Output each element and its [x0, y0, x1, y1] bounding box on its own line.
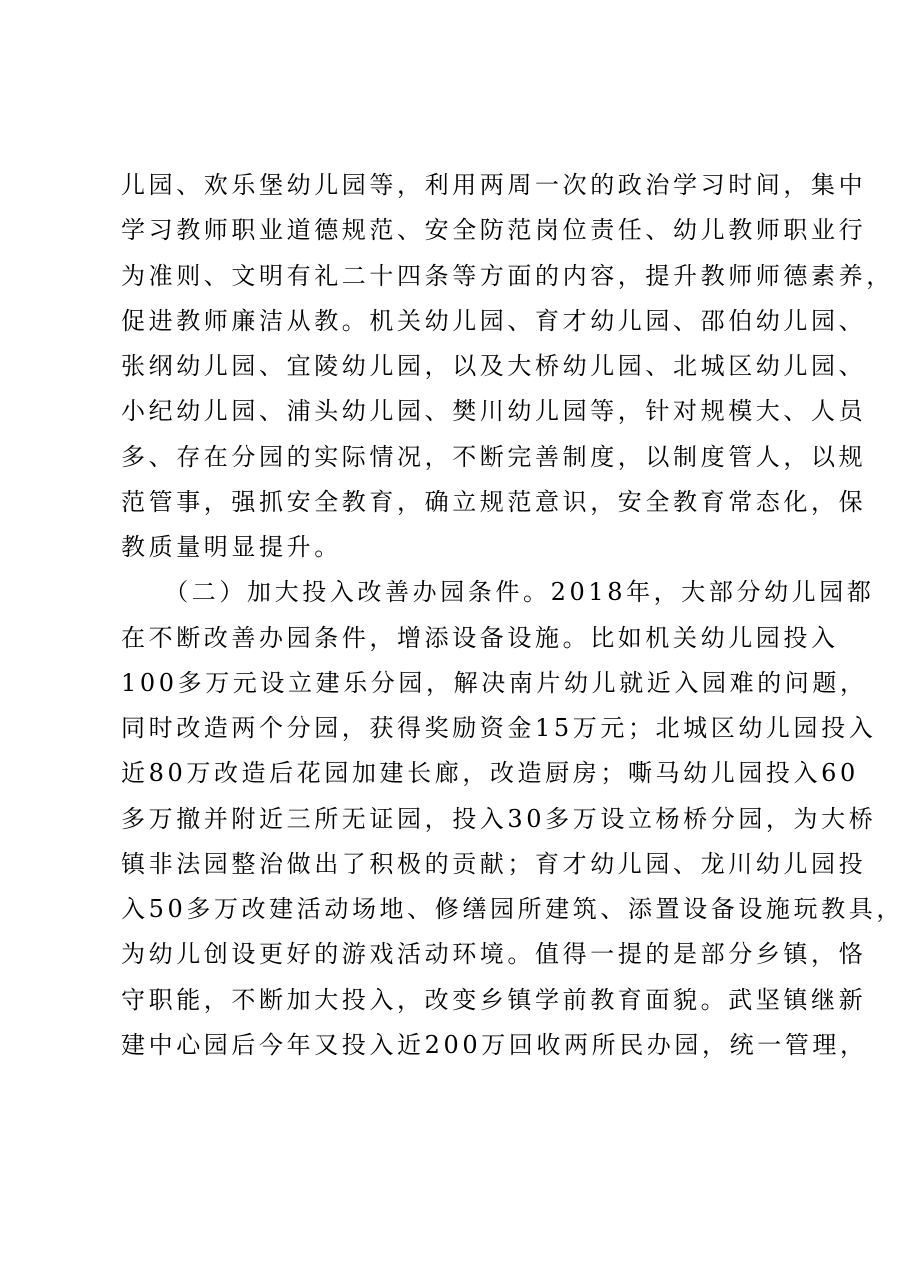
text-line-7: 多、存在分园的实际情况，不断完善制度，以制度管人，以规	[121, 442, 867, 471]
text-line-2: 学习教师职业道德规范、安全防范岗位责任、幼儿教师职业行	[121, 216, 867, 245]
text-line-19: 守职能，不断加大投入，改变乡镇学前教育面貌。武坚镇继新	[121, 985, 867, 1014]
text-line-11: 在不断改善办园条件，增添设备设施。比如机关幼儿园投入	[121, 623, 839, 652]
text-line-17: 入50多万改建活动场地、修缮园所建筑、添置设备设施玩教具，	[121, 895, 904, 923]
text-line-14: 近80万改造后花园加建长廊，改造厨房；嘶马幼儿园投入60	[121, 759, 859, 788]
text-line-8: 范管事，强抓安全教育，确立规范意识，安全教育常态化，保	[121, 487, 867, 516]
text-line-12: 100多万元设立建乐分园，解决南片幼儿就近入园难的问题，	[121, 668, 868, 697]
body-text	[121, 163, 904, 1068]
text-line-9: 教质量明显提升。	[121, 533, 342, 561]
text-line-13: 同时改造两个分园，获得奖励资金15万元；北城区幼儿园投入	[121, 714, 877, 742]
text-line-20: 建中心园后今年又投入近200万回收两所民办园，统一管理，	[121, 1030, 868, 1059]
text-line-4: 促进教师廉洁从教。机关幼儿园、育才幼儿园、邵伯幼儿园、	[121, 306, 867, 335]
text-line-1: 儿园、欢乐堡幼儿园等，利用两周一次的政治学习时间，集中	[121, 171, 867, 199]
text-line-6: 小纪幼儿园、浦头幼儿园、樊川幼儿园等，针对规模大、人员	[121, 397, 867, 426]
text-line-5: 张纲幼儿园、宜陵幼儿园，以及大桥幼儿园、北城区幼儿园、	[121, 352, 867, 380]
text-line-10: （二）加大投入改善办园条件。2018年，大部分幼儿园都	[121, 578, 875, 607]
text-line-3: 为准则、文明有礼二十四条等方面的内容，提升教师师德素养，	[121, 261, 894, 290]
text-line-18: 为幼儿创设更好的游戏活动环境。值得一提的是部分乡镇，恪	[121, 940, 867, 969]
text-line-16: 镇非法园整治做出了积极的贡献；育才幼儿园、龙川幼儿园投	[121, 849, 867, 878]
text-line-15: 多万撤并附近三所无证园，投入30多万设立杨桥分园，为大桥	[121, 804, 877, 833]
